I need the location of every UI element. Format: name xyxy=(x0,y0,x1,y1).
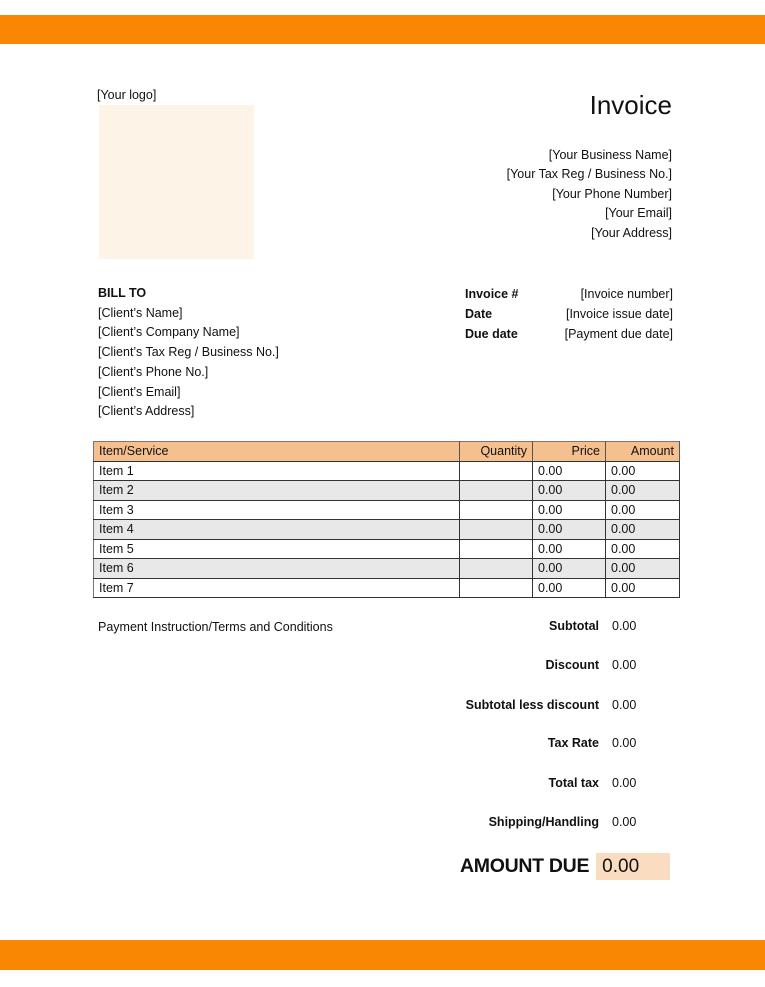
business-email: [Your Email] xyxy=(605,206,672,221)
subtotal-less-discount-value: 0.00 xyxy=(612,698,637,712)
total-tax-value: 0.00 xyxy=(612,776,637,790)
table-row xyxy=(94,461,680,481)
bill-to-section xyxy=(98,284,279,422)
item-cell[interactable]: Item 6 xyxy=(94,559,460,579)
terms-label: Payment Instruction/Terms and Conditions xyxy=(98,620,333,634)
discount-label: Discount xyxy=(545,658,599,672)
amount-due-value: 0.00 xyxy=(596,853,670,880)
invoice-date-label: Date xyxy=(465,307,493,321)
subtotal-value: 0.00 xyxy=(612,619,637,633)
quantity-cell[interactable] xyxy=(460,578,533,598)
page-title: Invoice xyxy=(589,90,672,120)
items-table xyxy=(93,441,680,598)
amount-cell: 0.00 xyxy=(606,520,680,540)
due-date-value: [Payment due date] xyxy=(564,327,673,341)
quantity-cell[interactable] xyxy=(460,481,533,501)
price-cell[interactable]: 0.00 xyxy=(533,500,606,520)
invoice-number-label: Invoice # xyxy=(465,287,519,301)
discount-row xyxy=(440,658,680,672)
discount-value: 0.00 xyxy=(612,658,637,672)
table-row xyxy=(94,520,680,540)
client-address: [Client’s Address] xyxy=(98,404,195,419)
bill-to-heading: BILL TO xyxy=(98,286,147,300)
client-company: [Client’s Company Name] xyxy=(98,325,240,340)
due-date-row xyxy=(465,324,673,344)
logo-placeholder[interactable] xyxy=(99,105,254,259)
invoice-date-value: [Invoice issue date] xyxy=(565,307,673,321)
amount-cell: 0.00 xyxy=(606,500,680,520)
item-cell[interactable]: Item 1 xyxy=(94,461,460,481)
amount-cell: 0.00 xyxy=(606,461,680,481)
business-phone: [Your Phone Number] xyxy=(552,186,672,201)
table-row xyxy=(94,481,680,501)
bottom-accent-bar xyxy=(0,940,765,970)
item-cell[interactable]: Item 7 xyxy=(94,578,460,598)
total-tax-row xyxy=(440,776,680,790)
price-cell[interactable]: 0.00 xyxy=(533,481,606,501)
price-cell[interactable]: 0.00 xyxy=(533,559,606,579)
tax-rate-row xyxy=(440,736,680,750)
amount-cell: 0.00 xyxy=(606,481,680,501)
price-cell[interactable]: 0.00 xyxy=(533,578,606,598)
logo-label: [Your logo] xyxy=(97,88,157,102)
top-accent-bar xyxy=(0,15,765,44)
shipping-label: Shipping/Handling xyxy=(488,815,599,829)
quantity-cell[interactable] xyxy=(460,539,533,559)
table-row xyxy=(94,578,680,598)
subtotal-less-discount-label: Subtotal less discount xyxy=(465,698,599,712)
item-cell[interactable]: Item 4 xyxy=(94,520,460,540)
tax-rate-label: Tax Rate xyxy=(547,736,599,750)
invoice-number-value: [Invoice number] xyxy=(580,287,673,301)
quantity-cell[interactable] xyxy=(460,559,533,579)
subtotal-less-discount-row xyxy=(440,698,680,712)
business-tax-reg: [Your Tax Reg / Business No.] xyxy=(506,167,672,182)
shipping-value: 0.00 xyxy=(612,815,637,829)
total-tax-label: Total tax xyxy=(548,776,599,790)
business-address: [Your Address] xyxy=(591,225,672,240)
business-name: [Your Business Name] xyxy=(548,148,672,162)
business-info xyxy=(507,146,672,243)
amount-due-label: AMOUNT DUE xyxy=(460,855,590,877)
amount-cell: 0.00 xyxy=(606,559,680,579)
quantity-cell[interactable] xyxy=(460,461,533,481)
invoice-number-row xyxy=(465,284,673,304)
invoice-date-row xyxy=(465,304,673,324)
column-header-price: Price xyxy=(533,442,606,462)
table-row xyxy=(94,539,680,559)
shipping-row xyxy=(440,815,680,829)
price-cell[interactable]: 0.00 xyxy=(533,461,606,481)
client-tax-reg: [Client’s Tax Reg / Business No.] xyxy=(98,345,279,360)
column-header-item: Item/Service xyxy=(94,442,460,462)
amount-cell: 0.00 xyxy=(606,578,680,598)
price-cell[interactable]: 0.00 xyxy=(533,520,606,540)
amount-cell: 0.00 xyxy=(606,539,680,559)
column-header-amount: Amount xyxy=(606,442,680,462)
quantity-cell[interactable] xyxy=(460,520,533,540)
client-name: [Client’s Name] xyxy=(98,305,183,320)
client-phone: [Client’s Phone No.] xyxy=(98,364,209,379)
subtotal-row xyxy=(440,619,680,633)
price-cell[interactable]: 0.00 xyxy=(533,539,606,559)
client-email: [Client’s Email] xyxy=(98,384,181,399)
table-row xyxy=(94,500,680,520)
item-cell[interactable]: Item 3 xyxy=(94,500,460,520)
table-row xyxy=(94,559,680,579)
tax-rate-value: 0.00 xyxy=(612,736,637,750)
amount-due-row xyxy=(460,853,670,880)
subtotal-label: Subtotal xyxy=(549,619,599,633)
invoice-meta xyxy=(465,284,673,344)
item-cell[interactable]: Item 5 xyxy=(94,539,460,559)
due-date-label: Due date xyxy=(465,327,518,341)
table-header-row xyxy=(94,442,680,462)
column-header-quantity: Quantity xyxy=(460,442,533,462)
quantity-cell[interactable] xyxy=(460,500,533,520)
item-cell[interactable]: Item 2 xyxy=(94,481,460,501)
